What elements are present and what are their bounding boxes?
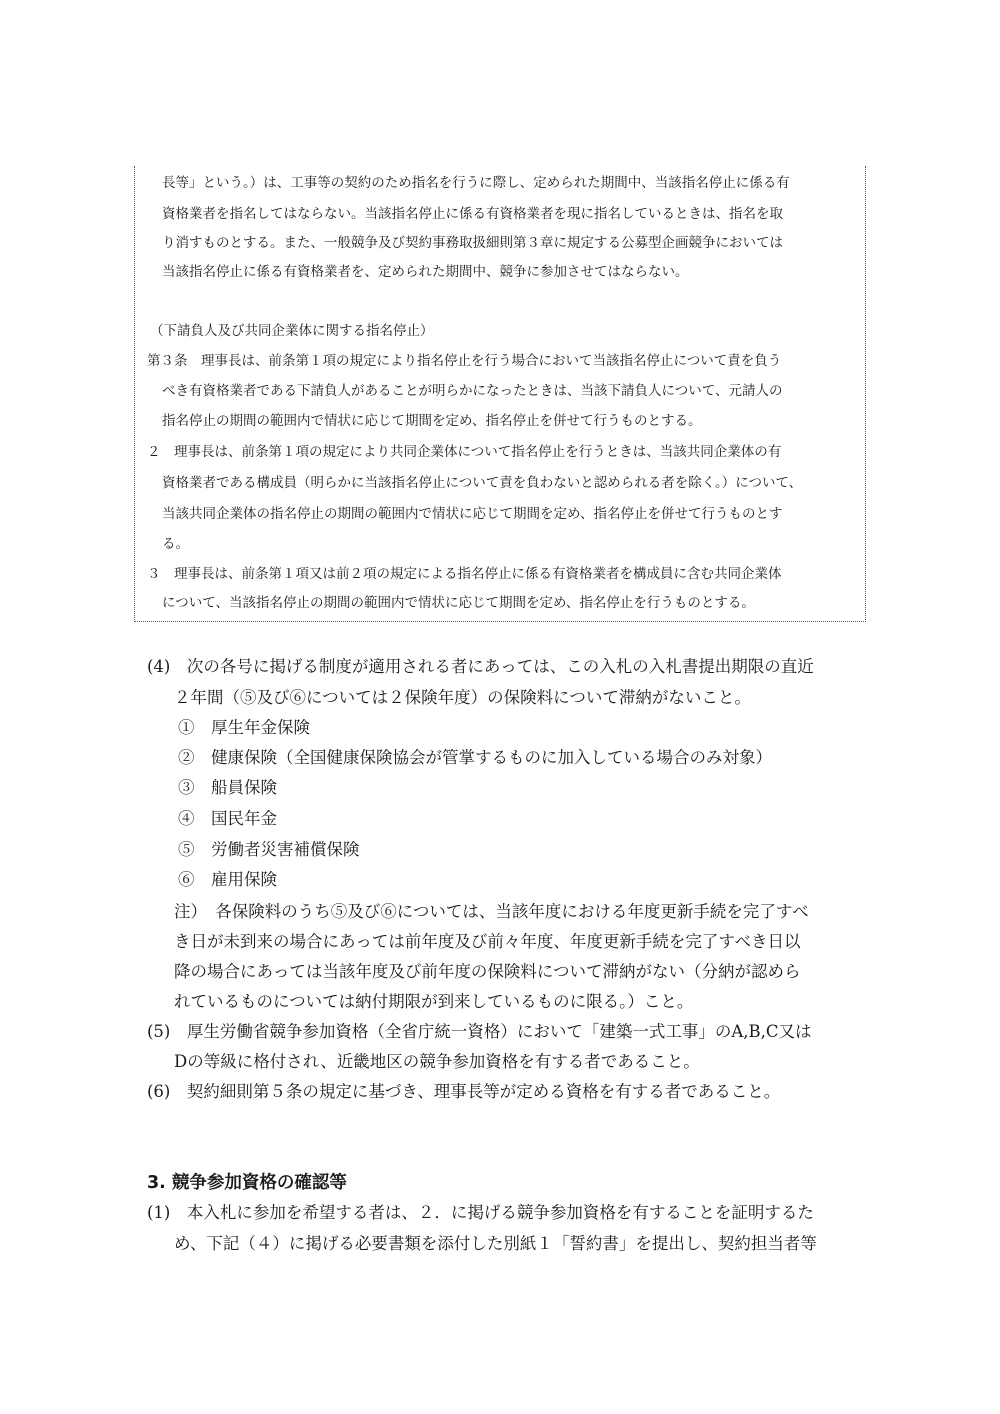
insurance-note-line: 降の場合にあっては当該年度及び前年度の保険料について滞納がない（分納が認めら <box>174 962 801 981</box>
section-3-heading: 3. 競争参加資格の確認等 <box>147 1173 347 1193</box>
quote-line: り消すものとする。また、一般競争及び契約事務取扱細則第３章に規定する公募型企画競争においては <box>162 235 783 251</box>
insurance-list-item: ⑥ 雇用保険 <box>178 870 277 889</box>
quote-line: 当該指名停止に係る有資格業者を、定められた期間中、競争に参加させてはならない。 <box>162 264 689 280</box>
section-3-item-1-line: (1) 本入札に参加を希望する者は、２．に掲げる競争参加資格を有することを証明するた <box>147 1203 814 1222</box>
section-3-item-1-line: め、下記（４）に掲げる必要書類を添付した別紙１「誓約書」を提出し、契約担当者等 <box>174 1234 817 1253</box>
insurance-list-item: ② 健康保険（全国健康保険協会が管掌するものに加入している場合のみ対象） <box>178 748 772 767</box>
article-paragraph-line: ２ 理事長は、前条第１項の規定により共同企業体について指名停止を行うときは、当該共同企業体の有 <box>147 444 782 460</box>
article-paragraph-line: 当該共同企業体の指名停止の期間の範囲内で情状に応じて期間を定め、指名停止を併せて行うものとす <box>162 506 783 522</box>
item-4-line: (4) 次の各号に掲げる制度が適用される者にあっては、この入札の入札書提出期限の直近 <box>147 657 814 676</box>
article-paragraph-line: べき有資格業者である下請負人があることが明らかになったときは、当該下請負人について、元請人の <box>162 383 783 399</box>
insurance-list-item: ① 厚生年金保険 <box>178 718 310 737</box>
insurance-note-line: れているものについては納付期限が到来しているものに限る。）こと。 <box>174 992 694 1011</box>
article-paragraph-line: について、当該指名停止の期間の範囲内で情状に応じて期間を定め、指名停止を行うものとする。 <box>162 595 755 611</box>
item-5-line: Dの等級に格付され、近畿地区の競争参加資格を有する者であること。 <box>174 1052 700 1071</box>
article-paragraph-line: 第３条 理事長は、前条第１項の規定により指名停止を行う場合において当該指名停止について責を負う <box>147 353 782 369</box>
quote-line: 長等」という。）は、工事等の契約のため指名を行うに際し、定められた期間中、当該指名停止に係る有 <box>162 175 790 191</box>
insurance-list-item: ③ 船員保険 <box>178 778 277 797</box>
insurance-note-line: き日が未到来の場合にあっては前年度及び前々年度、年度更新手続を完了すべき日以 <box>174 932 801 951</box>
article-caption: （下請負人及び共同企業体に関する指名停止） <box>150 323 434 339</box>
item-5-line: (5) 厚生労働省競争参加資格（全省庁統一資格）において「建築一式工事」のA,B,C又は <box>147 1022 812 1041</box>
item-4-line: ２年間（⑤及び⑥については２保険年度）の保険料について滞納がないこと。 <box>174 688 751 707</box>
article-paragraph-line: 指名停止の期間の範囲内で情状に応じて期間を定め、指名停止を併せて行うものとする。 <box>162 413 702 429</box>
quote-line: 資格業者を指名してはならない。当該指名停止に係る有資格業者を現に指名しているときは、指名を取 <box>162 206 783 222</box>
article-paragraph-line: ３ 理事長は、前条第１項又は前２項の規定による指名停止に係る有資格業者を構成員に含む共同企業体 <box>147 566 782 582</box>
insurance-list-item: ④ 国民年金 <box>178 809 277 828</box>
article-paragraph-line: 資格業者である構成員（明らかに当該指名停止について責を負わないと認められる者を除く。）について、 <box>162 475 803 491</box>
item-6-line: (6) 契約細則第５条の規定に基づき、理事長等が定める資格を有する者であること。 <box>147 1082 781 1101</box>
insurance-list-item: ⑤ 労働者災害補償保険 <box>178 840 360 859</box>
article-paragraph-line: る。 <box>162 536 189 552</box>
insurance-note-line: 注） 各保険料のうち⑤及び⑥については、当該年度における年度更新手続を完了すべ <box>174 902 809 921</box>
